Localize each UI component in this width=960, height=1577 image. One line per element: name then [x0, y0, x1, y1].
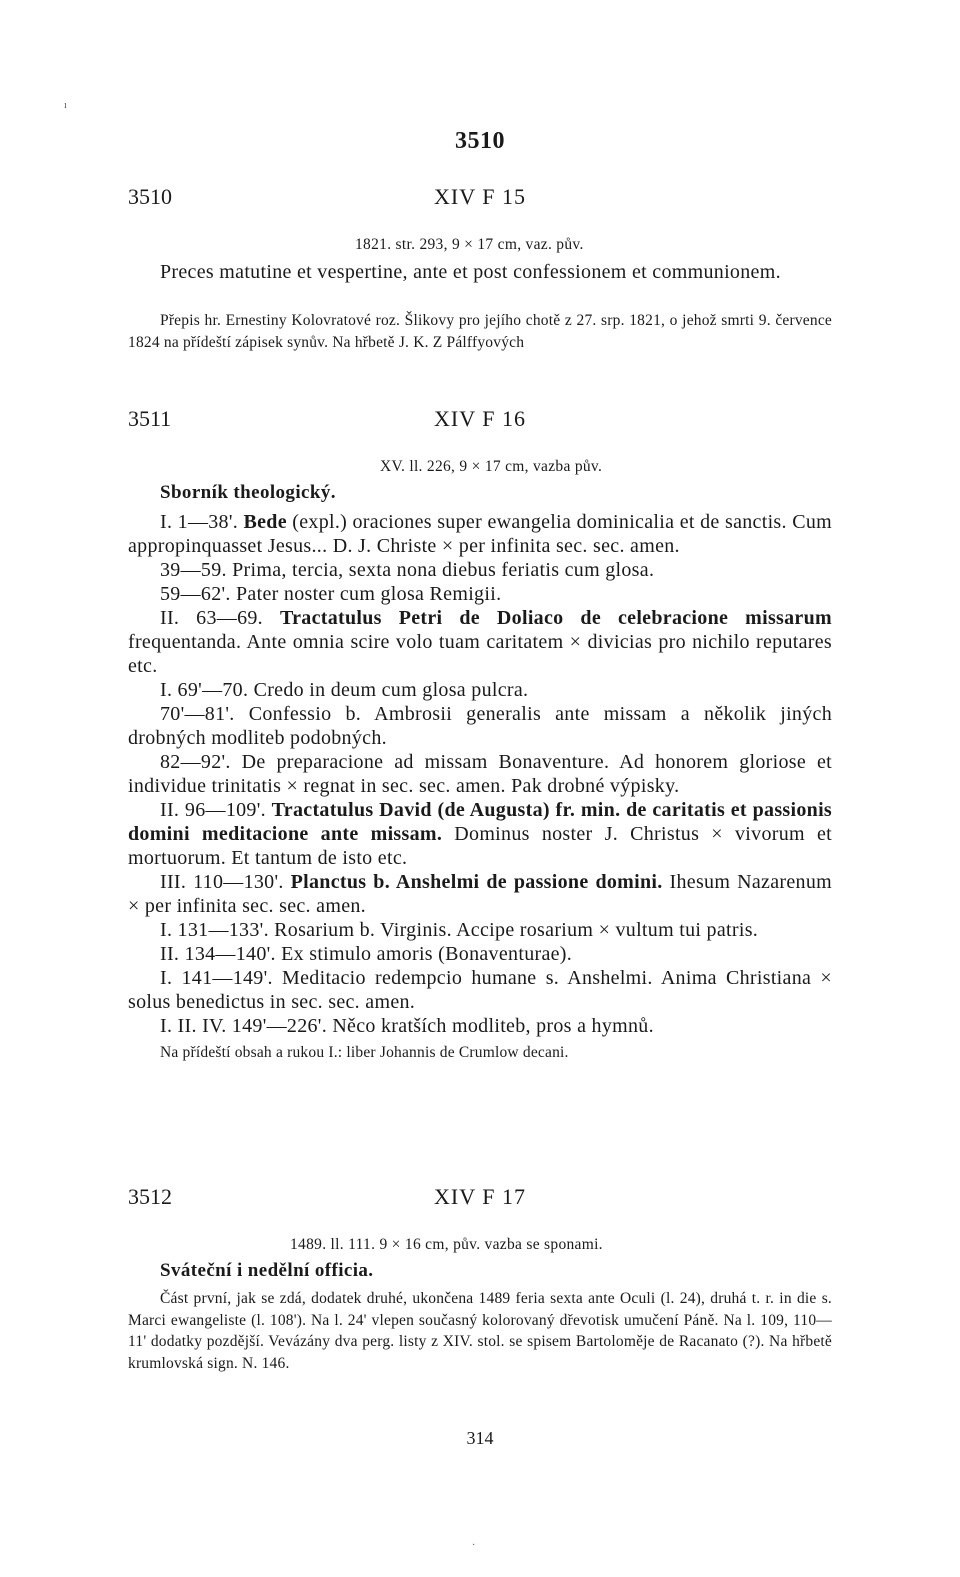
- entry-meta: XV. ll. 226, 9 × 17 cm, vazba pův.: [380, 458, 603, 475]
- entry-title-text: Preces matutine et vespertine, ante et post confessionem et communionem.: [160, 261, 781, 283]
- list-item: 82—92'. De preparacione ad missam Bonaventure. Ad honorem gloriose et individue trinitatis × regnat in sec. sec. amen. Pak drobné výpisky.: [128, 751, 832, 797]
- entry-title: Sborník theologický.: [160, 482, 336, 503]
- entry-meta: 1821. str. 293, 9 × 17 cm, vaz. pův.: [355, 236, 584, 253]
- list-item: 70'—81'. Confessio b. Ambrosii generalis ante missam a několik jiných drobných modliteb podobných.: [128, 703, 832, 749]
- list-item: I. II. IV. 149'—226'. Něco kratších modliteb, pros a hymnů.: [160, 1015, 654, 1037]
- list-item: II. 96—109'. Tractatulus David (de Augusta) fr. min. de caritatis et passionis domini meditacione ante missam. Dominus noster J. Christus × vivorum et mortuorum. Et tantum de isto etc.: [128, 799, 833, 869]
- list-item: II. 63—69. Tractatulus Petri de Doliaco de celebracione missarum frequentanda. Ante omnia scire volo tuam caritatem × divicias pro nichilo reputares etc.: [128, 607, 832, 677]
- entry-number: 3512: [128, 1184, 172, 1209]
- list-item: I. 141—149'. Meditacio redempcio humane s. Anshelmi. Anima Christiana × solus benedictus in sec. sec. amen.: [128, 967, 832, 1013]
- list-item: II. 134—140'. Ex stimulo amoris (Bonaventurae).: [160, 943, 573, 965]
- entry-signature: XIV F 17: [434, 1184, 526, 1209]
- page-header-number: 3510: [455, 128, 505, 154]
- entry-number: 3510: [128, 184, 172, 209]
- scan-speck: ı: [64, 100, 67, 111]
- list-item: I. 1—38'. Bede (expl.) oraciones super ewangelia dominicalia et de sanctis. Cum appropinquasset Jesus... D. J. Christe × per infinita sec. sec. amen.: [128, 511, 833, 557]
- list-item: III. 110—130'. Planctus b. Anshelmi de passione domini. Ihesum Nazarenum × per infinita sec. sec. amen.: [128, 871, 833, 917]
- list-item: I. 69'—70. Credo in deum cum glosa pulcra.: [160, 679, 529, 701]
- entry-number: 3511: [128, 406, 172, 431]
- scan-speck: ·: [472, 1540, 476, 1551]
- list-item: 39—59. Prima, tercia, sexta nona diebus feriatis cum glosa.: [160, 559, 655, 581]
- page-number: 314: [466, 1428, 494, 1448]
- entry-signature: XIV F 16: [434, 406, 526, 431]
- entry-note: Část první, jak se zdá, dodatek druhé, ukončena 1489 feria sexta ante Oculi (l. 24), druhá t. r. in die s. Marci ewangeliste (l. 108'). Na l. 24' vlepen současný kolorovaný dřevotisk umučení Páně. Na l. 109, 110—11' dodatky pozdější. Vevázány dva perg. listy z XIV. stol. se spisem Bartoloměje de Racanato (?). Na hřbetě krumlovská sign. N. 146.: [128, 1290, 832, 1372]
- entry-title: Sváteční i nedělní officia.: [160, 1260, 374, 1281]
- list-item: I. 131—133'. Rosarium b. Virginis. Accipe rosarium × vultum tui patris.: [160, 919, 759, 941]
- list-item: 59—62'. Pater noster cum glosa Remigii.: [160, 583, 502, 605]
- item-list: [128, 510, 832, 1064]
- entry-note: Přepis hr. Ernestiny Kolovratové roz. Šlikovy pro jejího chotě z 27. srp. 1821, o jehož smrti 9. července 1824 na přídeští zápisek synův. Na hřbetě J. K. Z Pálffyových: [128, 312, 832, 351]
- entry-meta: 1489. ll. 111. 9 × 16 cm, pův. vazba se sponami.: [290, 1236, 603, 1253]
- entry-signature: XIV F 15: [434, 184, 526, 209]
- entry-note: Na přídeští obsah a rukou I.: liber Johannis de Crumlow decani.: [160, 1044, 569, 1061]
